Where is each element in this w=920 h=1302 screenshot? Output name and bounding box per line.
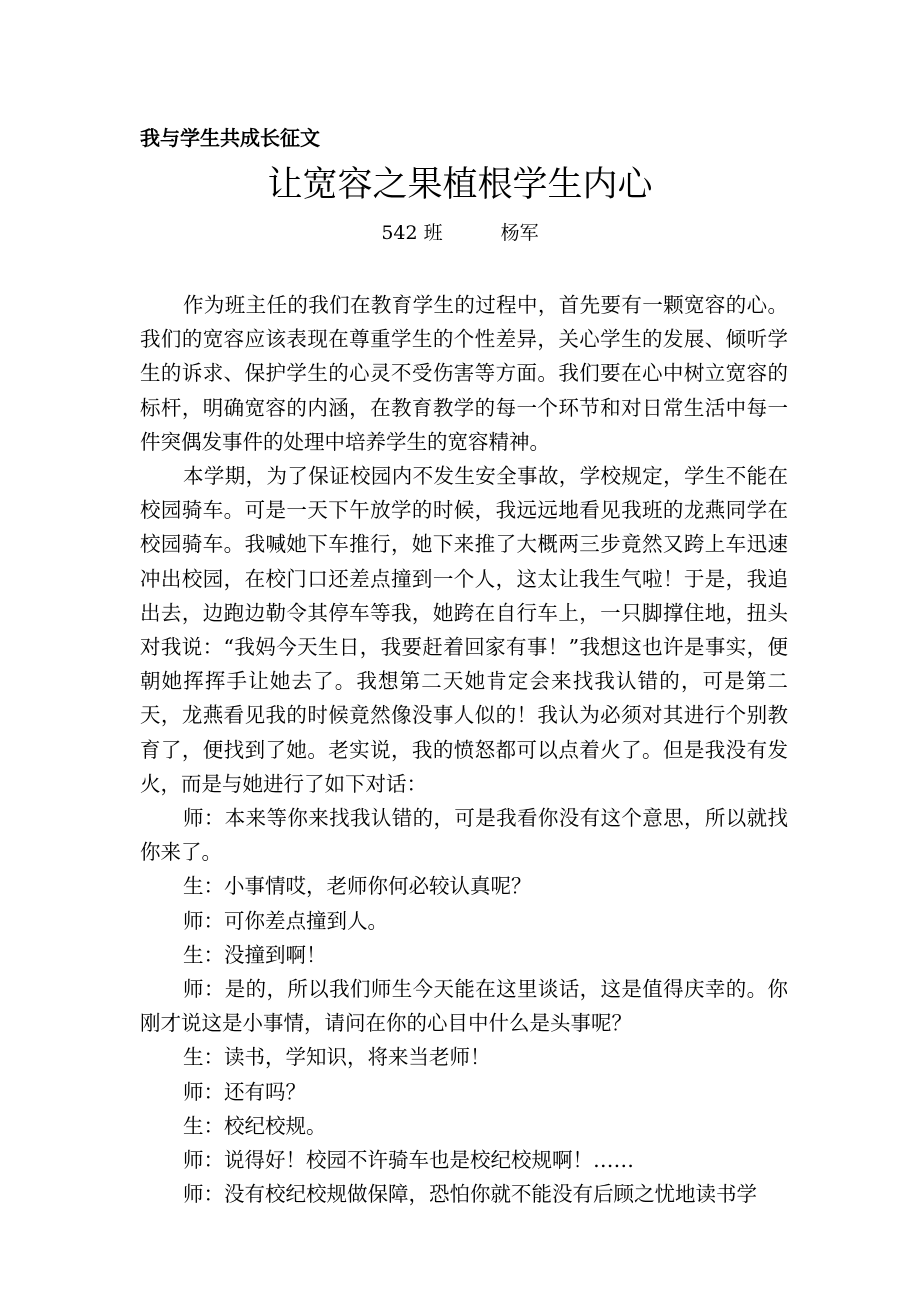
paragraph: 作为班主任的我们在教育学生的过程中，首先要有一颗宽容的心。我们的宽容应该表现在尊重学生的个性差异，关心学生的发展、倾听学生的诉求、保护学生的心灵不受伤害等方面。我们要在心中树立宽容的标杆，明确宽容的内涵，在教育教学的每一个环节和对日常生活中每一件突偶发事件的处理中培养学生的宽容精神。 xyxy=(140,293,788,454)
dialogue-line: 师：可你差点撞到人。 xyxy=(183,908,389,933)
series-title: 我与学生共成长征文 xyxy=(140,126,320,150)
byline-author: 杨军 xyxy=(500,222,539,244)
article-body xyxy=(140,288,788,1211)
article-title: 让宽容之果植根学生内心 xyxy=(267,165,653,205)
dialogue-line: 师：本来等你来找我认错的，可是我看你没有这个意思，所以就找你来了。 xyxy=(140,806,788,865)
dialogue-line: 师：是的，所以我们师生今天能在这里谈话，这是值得庆幸的。你刚才说这是小事情，请问在你的心目中什么是头事呢？ xyxy=(140,977,788,1036)
dialogue-line: 生：读书，学知识，将来当老师！ xyxy=(183,1045,491,1070)
byline-class: 542 班 xyxy=(381,222,443,244)
dialogue-line: 生：没撞到啊！ xyxy=(183,942,327,967)
byline xyxy=(0,220,920,246)
dialogue-line: 生：小事情哎，老师你何必较认真呢？ xyxy=(183,874,532,899)
dialogue-line: 师：没有校纪校规做保障，恐怕你就不能没有后顾之忧地读书学 xyxy=(183,1182,758,1207)
paragraph: 本学期，为了保证校园内不发生安全事故，学校规定，学生不能在校园骑车。可是一天下午放学的时候，我远远地看见我班的龙燕同学在校园骑车。我喊她下车推行，她下来推了大概两三步竟然又跨上车迅速冲出校园，在校门口还差点撞到一个人，这太让我生气啦！于是，我追出去，边跑边勒令其停车等我，她跨在自行车上，一只脚撑住地，扭头对我说：“我妈今天生日，我要赶着回家有事！”我想这也许是事实，便朝她挥挥手让她去了。我想第二天她肯定会来找我认错的，可是第二天，龙燕看见我的时候竟然像没事人似的！我认为必须对其进行个别教育了，便找到了她。老实说，我的愤怒都可以点着火了。但是我没有发火，而是与她进行了如下对话： xyxy=(140,464,788,796)
dialogue-line: 师：还有吗？ xyxy=(183,1079,307,1104)
dialogue-line: 生：校纪校规。 xyxy=(183,1113,327,1138)
dialogue-line: 师：说得好！校园不许骑车也是校纪校规啊！…… xyxy=(183,1148,635,1173)
